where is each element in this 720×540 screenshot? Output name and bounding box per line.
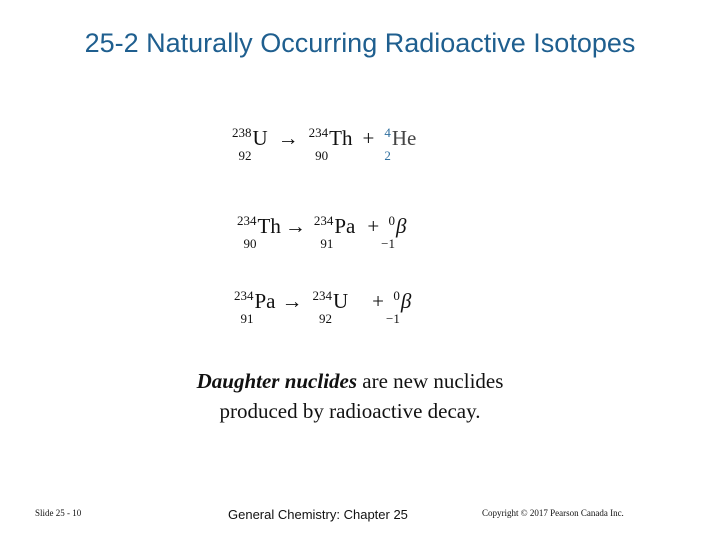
atomic-number: 90 xyxy=(315,148,329,163)
decay-equation-2 xyxy=(237,213,407,251)
mass-number: 234 xyxy=(312,288,332,303)
atomic-number: 91 xyxy=(320,236,334,251)
atomic-number: 92 xyxy=(319,311,332,326)
reactant-nuclide xyxy=(237,213,281,251)
caption-text: are new nuclides xyxy=(357,369,504,393)
mass-number: 234 xyxy=(313,213,334,228)
mass-number: 234 xyxy=(234,288,254,303)
atomic-number: 2 xyxy=(384,148,391,163)
copyright-notice: Copyright © 2017 Pearson Canada Inc. xyxy=(482,508,624,518)
element-symbol: U xyxy=(333,289,349,313)
atomic-number: 92 xyxy=(238,148,252,163)
caption-emphasis: Daughter nuclides xyxy=(196,369,358,393)
mass-number: 234 xyxy=(308,125,329,140)
reaction-arrow: → xyxy=(277,126,299,150)
element-symbol: β xyxy=(396,214,407,238)
slide-number: Slide 25 - 10 xyxy=(35,508,82,518)
atomic-number: 90 xyxy=(243,236,257,251)
atomic-number: −1 xyxy=(381,236,396,251)
mass-number: 234 xyxy=(237,213,257,228)
mass-number: 238 xyxy=(232,125,252,140)
element-symbol: U xyxy=(252,126,268,150)
element-symbol: Pa xyxy=(254,289,276,313)
product-nuclide xyxy=(312,288,349,326)
beta-particle xyxy=(381,213,407,251)
reactant-nuclide xyxy=(234,288,276,326)
alpha-particle xyxy=(384,125,417,163)
slide-title: 25-2 Naturally Occurring Radioactive Isotopes xyxy=(84,28,636,58)
element-symbol: Pa xyxy=(334,214,356,238)
element-symbol: Th xyxy=(257,214,281,238)
course-label: General Chemistry: Chapter 25 xyxy=(228,507,408,522)
decay-equation-1 xyxy=(232,125,417,163)
mass-number: 0 xyxy=(393,288,400,303)
reaction-arrow: → xyxy=(284,214,306,238)
product-nuclide xyxy=(308,125,353,163)
atomic-number: −1 xyxy=(386,311,400,326)
atomic-number: 91 xyxy=(240,311,254,326)
element-symbol: He xyxy=(391,126,417,150)
beta-particle xyxy=(386,288,412,326)
product-nuclide xyxy=(313,213,356,251)
mass-number: 0 xyxy=(388,213,396,228)
element-symbol: β xyxy=(400,289,412,313)
decay-equation-3 xyxy=(234,288,412,326)
plus-sign: + xyxy=(372,289,385,313)
caption-line-2: produced by radioactive decay. xyxy=(219,399,481,423)
reaction-arrow: → xyxy=(281,289,303,313)
mass-number: 4 xyxy=(384,125,391,140)
element-symbol: Th xyxy=(329,126,353,150)
plus-sign: + xyxy=(362,126,375,150)
reactant-nuclide xyxy=(232,125,268,163)
caption-line-1 xyxy=(0,366,700,396)
plus-sign: + xyxy=(367,214,380,238)
